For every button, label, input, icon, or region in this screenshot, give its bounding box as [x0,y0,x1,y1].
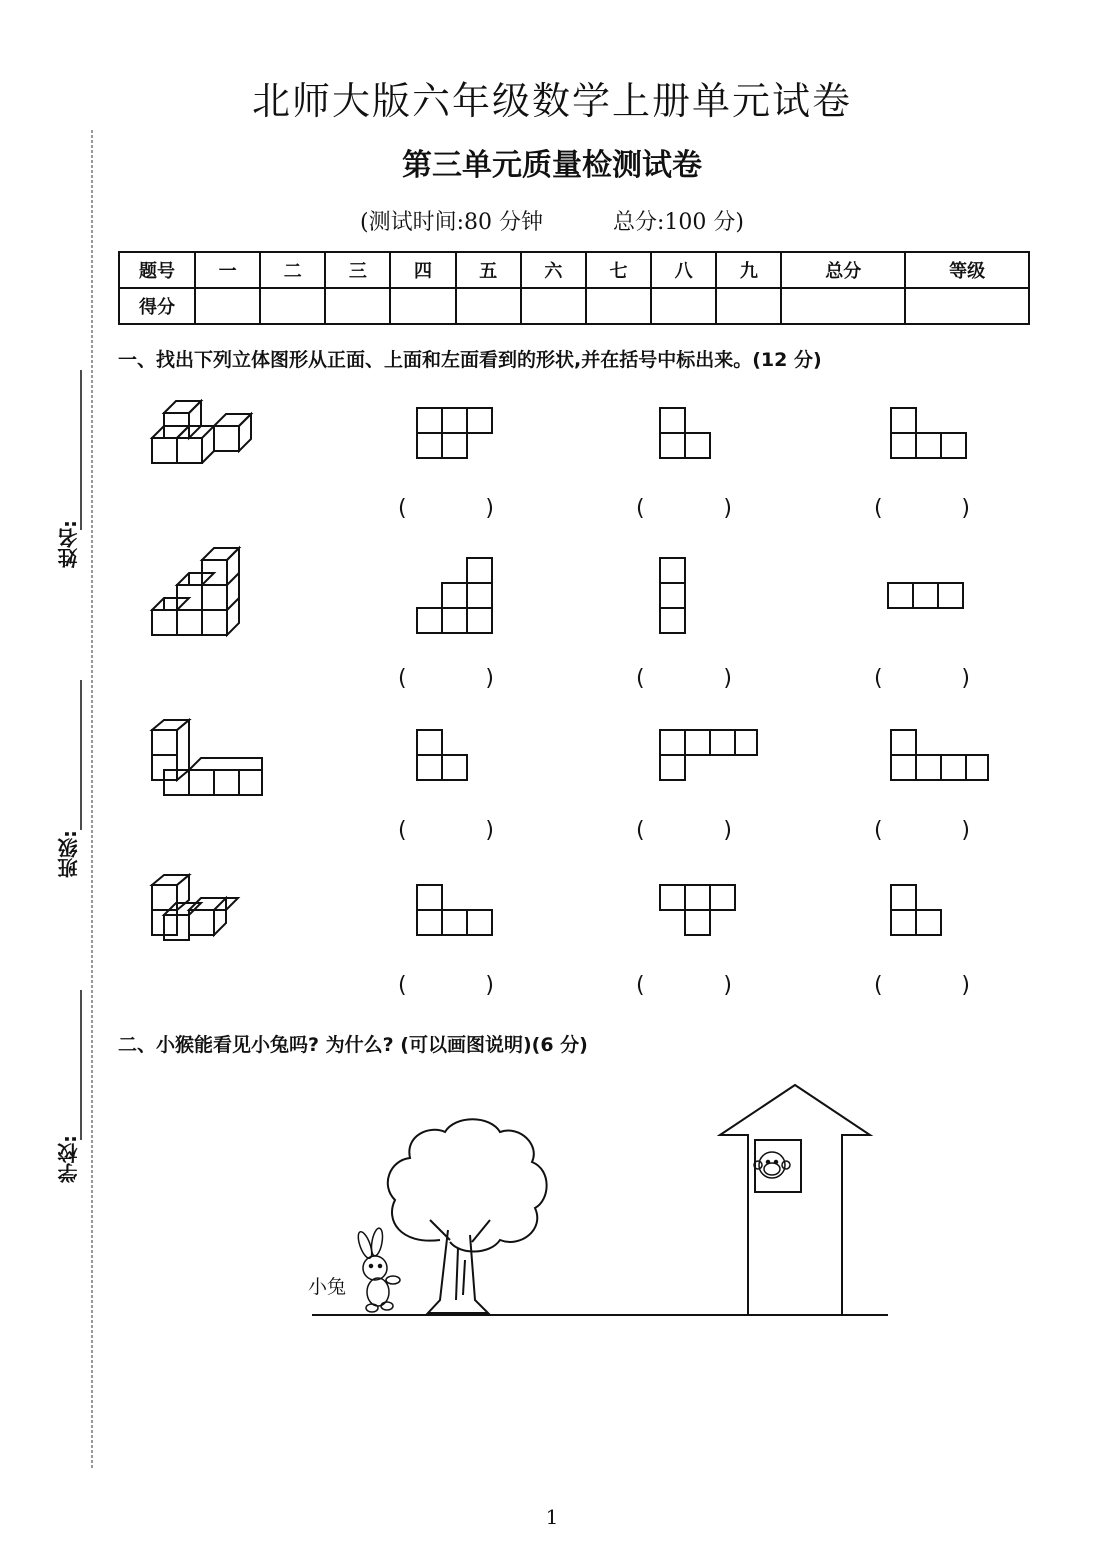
answer-blank[interactable] [398,666,494,691]
paren-close: ) [485,973,494,998]
question-1: 一、找出下列立体图形从正面、上面和左面看到的形状,并在括号中标出来。(12 分) [118,349,822,371]
tree-crown-icon [388,1119,547,1251]
score-table-score-row [119,288,1029,324]
solid-figure-3 [152,720,262,795]
table-cell: 总分 [781,252,905,288]
solid-figure-1 [152,401,251,463]
answer-blank[interactable] [636,973,732,998]
paren-open: ( [398,496,407,521]
paren-open: ( [636,973,645,998]
score-cell[interactable] [195,288,260,324]
tree-trunk-icon [428,1220,490,1313]
answer-blank[interactable] [398,973,494,998]
answer-blank[interactable] [874,666,970,691]
test-info [0,205,1104,236]
view-2c [888,583,963,608]
score-cell[interactable] [325,288,390,324]
paren-open: ( [398,973,407,998]
view-3b [660,730,757,780]
paren-open: ( [874,666,883,691]
question-2-illustration [0,1070,1104,1350]
table-cell: 得分 [119,288,195,324]
solid-figure-4 [152,875,238,940]
score-table-header-row [119,252,1029,288]
answer-blank[interactable] [398,818,494,843]
table-cell: 六 [521,252,586,288]
table-cell: 四 [390,252,455,288]
view-4c [891,885,941,935]
solid-figure-2 [152,548,239,635]
paren-close: ) [485,496,494,521]
class-label: 班级: [57,830,81,878]
test-total: 总分:100 分) [613,210,744,235]
house-icon [720,1085,870,1315]
paren-open: ( [636,496,645,521]
score-cell[interactable] [260,288,325,324]
view-4a [417,885,492,935]
paren-open: ( [398,666,407,691]
score-cell[interactable] [651,288,716,324]
answer-blank[interactable] [636,496,732,521]
page-subtitle: 第三单元质量检测试卷 [402,148,702,183]
view-2a [417,558,492,633]
score-cell[interactable] [905,288,1029,324]
paren-close: ) [961,973,970,998]
paren-close: ) [961,818,970,843]
test-time: (测试时间:80 分钟 [360,210,543,235]
table-cell: 八 [651,252,716,288]
view-3c [891,730,988,780]
answer-blank[interactable] [636,666,732,691]
table-cell: 五 [456,252,521,288]
paren-close: ) [723,973,732,998]
paren-open: ( [874,496,883,521]
answer-blank[interactable] [874,496,970,521]
paren-open: ( [398,818,407,843]
table-cell: 七 [586,252,651,288]
rabbit-label: 小兔 [308,1276,347,1298]
score-cell[interactable] [456,288,521,324]
name-label: 姓名: [57,520,81,568]
paren-close: ) [961,496,970,521]
view-1b [660,408,710,458]
table-cell: 一 [195,252,260,288]
paren-close: ) [485,818,494,843]
table-cell: 九 [716,252,781,288]
score-cell[interactable] [716,288,781,324]
answer-blank[interactable] [398,496,494,521]
score-cell[interactable] [390,288,455,324]
view-1c [891,408,966,458]
answer-blank[interactable] [874,973,970,998]
paren-close: ) [961,666,970,691]
paren-close: ) [723,818,732,843]
page-number: 1 [545,1505,559,1529]
score-cell[interactable] [586,288,651,324]
answer-blank[interactable] [874,818,970,843]
view-1a [417,408,492,458]
paren-open: ( [874,818,883,843]
question-2: 二、小猴能看见小兔吗? 为什么? (可以画图说明)(6 分) [118,1034,588,1056]
view-4b [660,885,735,935]
score-cell[interactable] [781,288,905,324]
paren-open: ( [636,818,645,843]
view-3a [417,730,467,780]
school-label: 学校: [57,1135,81,1183]
paren-close: ) [485,666,494,691]
table-cell: 题号 [119,252,195,288]
table-cell: 二 [260,252,325,288]
monkey-icon [754,1152,790,1178]
answer-blank[interactable] [636,818,732,843]
rabbit-icon [356,1227,400,1312]
paren-close: ) [723,496,732,521]
paren-open: ( [636,666,645,691]
table-cell: 三 [325,252,390,288]
page-title: 北师大版六年级数学上册单元试卷 [251,79,852,123]
view-2b [660,558,685,633]
score-table [118,251,1030,325]
score-cell[interactable] [521,288,586,324]
table-cell: 等级 [905,252,1029,288]
paren-close: ) [723,666,732,691]
paren-open: ( [874,973,883,998]
